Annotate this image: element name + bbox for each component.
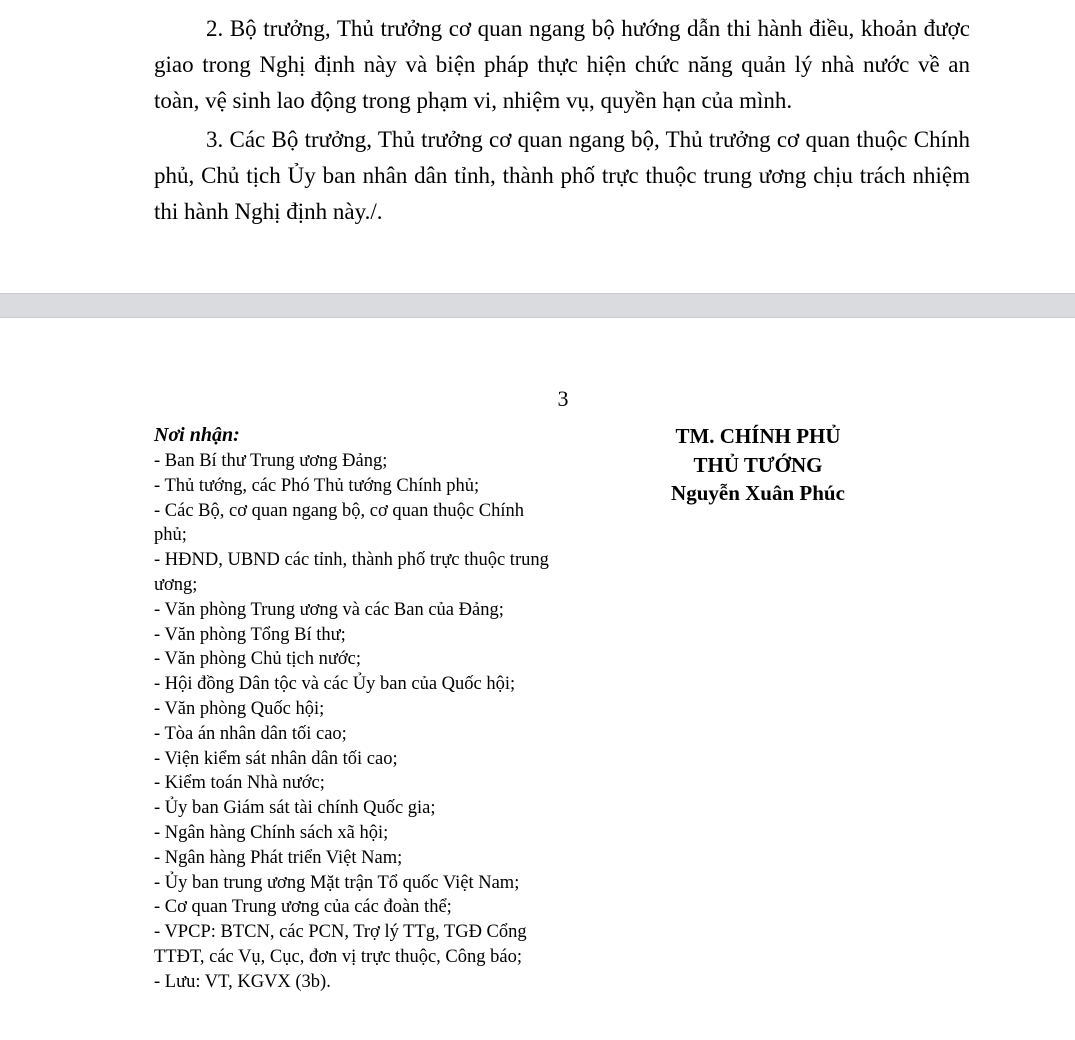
paragraph-3: 3. Các Bộ trưởng, Thủ trưởng cơ quan ngang bộ, Thủ trưởng cơ quan thuộc Chính phủ, Chủ tịch Ủy ban nhân dân tỉnh, thành phố trực thuộc trung ương chịu trách nhiệm thi hành Nghị định này./. [154,127,970,224]
recipient-item: - Viện kiểm sát nhân dân tối cao; [154,748,398,769]
paragraph-2: 2. Bộ trưởng, Thủ trưởng cơ quan ngang bộ hướng dẫn thi hành điều, khoản được giao trong Nghị định này và biện pháp thực hiện chức năng quản lý nhà nước về an toàn, vệ sinh lao động trong phạm vi, nhiệm vụ, quyền hạn của mình. [154,16,970,113]
recipient-item: - Văn phòng Tổng Bí thư; [154,624,346,645]
recipients-heading: Nơi nhận: [154,424,240,446]
page-separator [0,293,1075,318]
recipient-item: - Ủy ban trung ương Mặt trận Tổ quốc Việt Nam; [154,872,520,893]
recipient-item: - Kiểm toán Nhà nước; [154,773,325,794]
page-top [0,0,1075,293]
signatory-name: Nguyễn Xuân Phúc [671,481,845,505]
recipient-item: - Ngân hàng Chính sách xã hội; [154,822,389,843]
recipient-item: - Hội đồng Dân tộc và các Ủy ban của Quốc hội; [154,674,516,695]
recipient-item: - Lưu: VT, KGVX (3b). [154,971,331,992]
recipient-item: - Cơ quan Trung ương của các đoàn thể; [154,897,452,918]
recipient-item: - Ngân hàng Phát triển Việt Nam; [154,847,403,868]
recipient-item: - Thủ tướng, các Phó Thủ tướng Chính phủ; [154,475,480,496]
page-number: 3 [557,386,569,411]
recipient-item: - Ủy ban Giám sát tài chính Quốc gia; [154,798,436,819]
recipient-item: - Ban Bí thư Trung ương Đảng; [154,451,388,471]
recipient-item: - VPCP: BTCN, các PCN, Trợ lý TTg, TGĐ Cổng TTĐT, các Vụ, Cục, đơn vị trực thuộc, Công báo; [154,922,527,967]
recipient-item: - HĐND, UBND các tỉnh, thành phố trực thuộc trung ương; [154,550,549,595]
recipient-item: - Tòa án nhân dân tối cao; [154,723,347,744]
recipient-item: - Các Bộ, cơ quan ngang bộ, cơ quan thuộc Chính phủ; [154,500,524,546]
recipients-block [154,422,554,995]
signature-title: THỦ TƯỚNG [693,452,823,477]
signature-org: TM. CHÍNH PHỦ [675,424,841,448]
recipient-item: - Văn phòng Quốc hội; [154,698,325,719]
recipient-item: - Văn phòng Chủ tịch nước; [154,649,362,670]
recipient-item: - Văn phòng Trung ương và các Ban của Đảng; [154,599,504,620]
recipient-list [154,449,554,995]
signature-block [620,422,896,508]
